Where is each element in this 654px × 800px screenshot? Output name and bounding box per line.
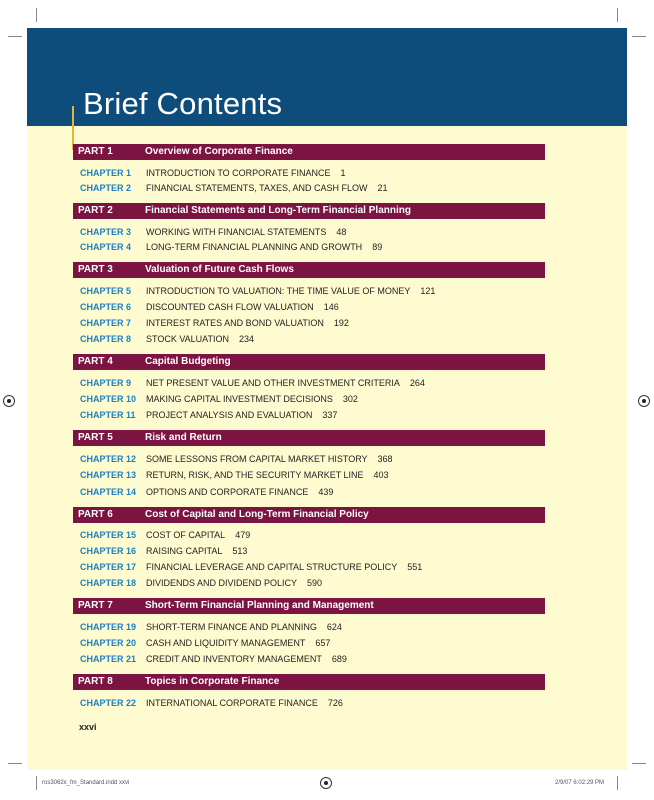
chapter-label: CHAPTER 15: [80, 530, 137, 540]
part-bar: [73, 203, 545, 219]
part-label: PART 8: [78, 676, 113, 687]
chapter-label: CHAPTER 14: [80, 487, 137, 497]
chapter-label: CHAPTER 17: [80, 562, 137, 572]
chapter-label: CHAPTER 6: [80, 302, 132, 312]
chapter-row: [80, 452, 550, 466]
chapter-row: [80, 240, 550, 254]
page-folio: xxvi: [79, 722, 97, 732]
registration-mark-icon: [638, 395, 650, 407]
part-title: Overview of Corporate Finance: [145, 146, 293, 157]
chapter-page: 234: [239, 334, 255, 344]
chapter-label: CHAPTER 4: [80, 242, 132, 252]
chapter-page: 590: [307, 578, 323, 588]
part-title: Valuation of Future Cash Flows: [145, 264, 294, 275]
chapter-title: PROJECT ANALYSIS AND EVALUATION: [146, 410, 313, 420]
chapter-label: CHAPTER 13: [80, 470, 137, 480]
part-bar: [73, 507, 545, 523]
crop-mark: [617, 8, 618, 22]
chapter-label: CHAPTER 1: [80, 168, 132, 178]
part-title: Risk and Return: [145, 432, 222, 443]
part-title: Capital Budgeting: [145, 356, 231, 367]
chapter-label: CHAPTER 19: [80, 622, 137, 632]
part-bar: [73, 598, 545, 614]
chapter-title: STOCK VALUATION: [146, 334, 230, 344]
page-title: Brief Contents: [83, 86, 283, 121]
part-label: PART 7: [78, 600, 113, 611]
chapter-row: [80, 544, 550, 558]
crop-mark: [8, 763, 22, 764]
chapter-label: CHAPTER 16: [80, 546, 137, 556]
chapter-page: 192: [333, 318, 349, 328]
part-bar: [73, 144, 545, 160]
chapter-title: DISCOUNTED CASH FLOW VALUATION: [146, 302, 314, 312]
part-label: PART 4: [78, 356, 113, 367]
chapter-label: CHAPTER 20: [80, 638, 137, 648]
chapter-title: INTERNATIONAL CORPORATE FINANCE: [146, 698, 318, 708]
chapter-row: [80, 300, 550, 314]
crop-mark: [36, 8, 37, 22]
part-label: PART 6: [78, 509, 113, 520]
chapter-row: [80, 636, 550, 650]
chapter-label: CHAPTER 9: [80, 378, 132, 388]
chapter-row: [80, 408, 550, 422]
chapter-row: [80, 528, 550, 542]
chapter-label: CHAPTER 8: [80, 334, 132, 344]
chapter-title: CREDIT AND INVENTORY MANAGEMENT: [146, 654, 322, 664]
chapter-label: CHAPTER 12: [80, 454, 137, 464]
part-label: PART 2: [78, 205, 113, 216]
registration-mark-icon: [3, 395, 15, 407]
chapter-page: 513: [232, 546, 248, 556]
chapter-title: FINANCIAL STATEMENTS, TAXES, AND CASH FLOW: [146, 183, 368, 193]
part-bar: [73, 430, 545, 446]
part-label: PART 1: [78, 146, 113, 157]
part-label: PART 5: [78, 432, 113, 443]
chapter-page: 21: [377, 183, 388, 193]
part-bar: [73, 354, 545, 370]
chapter-page: 146: [323, 302, 339, 312]
chapter-title: CASH AND LIQUIDITY MANAGEMENT: [146, 638, 306, 648]
chapter-row: [80, 696, 550, 710]
chapter-title: INTRODUCTION TO VALUATION: THE TIME VALUE OF MONEY: [146, 286, 411, 296]
chapter-title: NET PRESENT VALUE AND OTHER INVESTMENT CRITERIA: [146, 378, 400, 388]
crop-mark: [617, 776, 618, 790]
chapter-title: COST OF CAPITAL: [146, 530, 226, 540]
chapter-page: 726: [327, 698, 343, 708]
registration-mark-icon: [320, 777, 332, 789]
chapter-row: [80, 576, 550, 590]
chapter-row: [80, 166, 550, 180]
chapter-page: 337: [322, 410, 338, 420]
chapter-page: 1: [340, 168, 346, 178]
chapter-label: CHAPTER 21: [80, 654, 137, 664]
part-title: Cost of Capital and Long-Term Financial Policy: [145, 509, 369, 520]
chapter-label: CHAPTER 10: [80, 394, 137, 404]
chapter-row: [80, 316, 550, 330]
chapter-title: LONG-TERM FINANCIAL PLANNING AND GROWTH: [146, 242, 363, 252]
chapter-page: 302: [342, 394, 358, 404]
chapter-page: 89: [372, 242, 383, 252]
chapter-row: [80, 376, 550, 390]
chapter-page: 551: [407, 562, 423, 572]
chapter-page: 121: [420, 286, 436, 296]
chapter-title: FINANCIAL LEVERAGE AND CAPITAL STRUCTURE POLICY: [146, 562, 398, 572]
chapter-title: DIVIDENDS AND DIVIDEND POLICY: [146, 578, 298, 588]
part-bar: [73, 674, 545, 690]
chapter-row: [80, 392, 550, 406]
chapter-page: 368: [377, 454, 393, 464]
chapter-page: 479: [235, 530, 251, 540]
chapter-page: 657: [315, 638, 331, 648]
chapter-title: INTEREST RATES AND BOND VALUATION: [146, 318, 324, 328]
chapter-title: RETURN, RISK, AND THE SECURITY MARKET LINE: [146, 470, 364, 480]
chapter-title: INTRODUCTION TO CORPORATE FINANCE: [146, 168, 331, 178]
part-title: Short-Term Financial Planning and Management: [145, 600, 374, 611]
chapter-title: SHORT-TERM FINANCE AND PLANNING: [146, 622, 317, 632]
chapter-row: [80, 620, 550, 634]
slug-filename: ros3062x_fm_Standard.indd xxvi: [42, 780, 130, 786]
chapter-row: [80, 332, 550, 346]
chapter-label: CHAPTER 2: [80, 183, 132, 193]
chapter-row: [80, 468, 550, 482]
part-bar: [73, 262, 545, 278]
crop-mark: [8, 36, 22, 37]
crop-mark: [632, 36, 646, 37]
chapter-row: [80, 225, 550, 239]
chapter-row: [80, 652, 550, 666]
slug-timestamp: 2/9/07 6:02:29 PM: [555, 780, 605, 786]
chapter-label: CHAPTER 3: [80, 227, 132, 237]
chapter-label: CHAPTER 5: [80, 286, 132, 296]
chapter-page: 264: [409, 378, 425, 388]
chapter-title: SOME LESSONS FROM CAPITAL MARKET HISTORY: [146, 454, 368, 464]
chapter-page: 689: [331, 654, 347, 664]
chapter-title: MAKING CAPITAL INVESTMENT DECISIONS: [146, 394, 333, 404]
chapter-title: RAISING CAPITAL: [146, 546, 223, 556]
crop-mark: [632, 763, 646, 764]
chapter-title: WORKING WITH FINANCIAL STATEMENTS: [146, 227, 327, 237]
chapter-row: [80, 485, 550, 499]
chapter-label: CHAPTER 11: [80, 410, 136, 420]
chapter-page: 624: [326, 622, 342, 632]
chapter-page: 439: [318, 487, 334, 497]
chapter-label: CHAPTER 18: [80, 578, 137, 588]
chapter-row: [80, 181, 550, 195]
part-label: PART 3: [78, 264, 113, 275]
chapter-label: CHAPTER 7: [80, 318, 132, 328]
chapter-title: OPTIONS AND CORPORATE FINANCE: [146, 487, 309, 497]
part-title: Topics in Corporate Finance: [145, 676, 280, 687]
chapter-page: 48: [336, 227, 347, 237]
chapter-row: [80, 560, 550, 574]
crop-mark: [36, 776, 37, 790]
chapter-row: [80, 284, 550, 298]
chapter-label: CHAPTER 22: [80, 698, 137, 708]
chapter-page: 403: [373, 470, 389, 480]
part-title: Financial Statements and Long-Term Financial Planning: [145, 205, 411, 216]
